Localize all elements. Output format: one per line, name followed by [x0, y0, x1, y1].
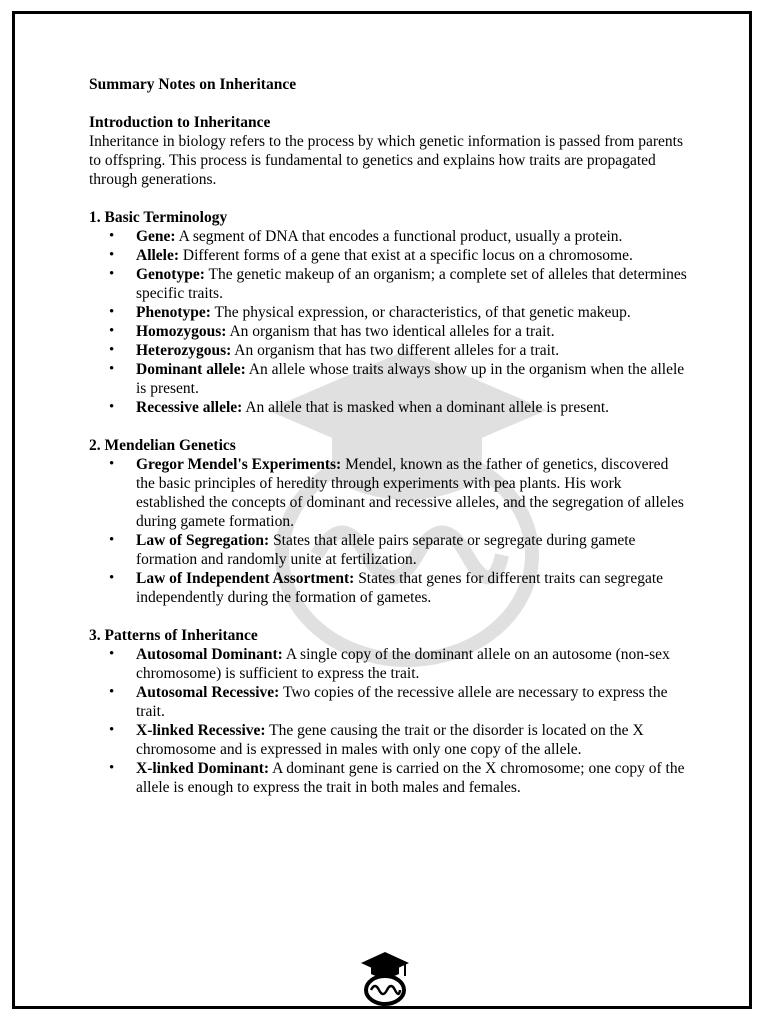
list-item: • Genotype: The genetic makeup of an organism; a complete set of alleles that determines specific traits. — [136, 265, 689, 303]
intro-paragraph: Inheritance in biology refers to the process by which genetic information is passed from parents to offspring. This process is fundamental to genetics and explains how traits are propagated through generations. — [89, 133, 683, 188]
intro-heading: Introduction to Inheritance — [89, 114, 271, 131]
page-title: Summary Notes on Inheritance — [89, 76, 297, 93]
section-heading-patterns-of-inheritance: 3. Patterns of Inheritance — [89, 627, 258, 644]
document-body — [89, 75, 689, 816]
section-heading-basic-terminology: 1. Basic Terminology — [89, 209, 228, 226]
list-item: • Recessive allele: An allele that is masked when a dominant allele is present. — [136, 398, 689, 417]
list-item: • Law of Independent Assortment: States that genes for different traits can segregate independently during the formation of gametes. — [136, 569, 689, 607]
list-item: • Phenotype: The physical expression, or characteristics, of that genetic makeup. — [136, 303, 689, 322]
list-item: • Dominant allele: An allele whose traits always show up in the organism when the allele is present. — [136, 360, 689, 398]
basic-terminology-list — [89, 227, 689, 417]
list-item: • X-linked Recessive: The gene causing the trait or the disorder is located on the X chromosome and is expressed in males with only one copy of the allele. — [136, 721, 689, 759]
section-heading-mendelian-genetics: 2. Mendelian Genetics — [89, 437, 236, 454]
list-item: • Law of Segregation: States that allele pairs separate or segregate during gamete formation and randomly unite at fertilization. — [136, 531, 689, 569]
list-item: • Homozygous: An organism that has two identical alleles for a trait. — [136, 322, 689, 341]
patterns-of-inheritance-list — [89, 645, 689, 797]
list-item: • Gregor Mendel's Experiments: Mendel, known as the father of genetics, discovered the basic principles of heredity through experiments with pea plants. His work established the concepts of dominant and recessive alleles, and the segregation of alleles during gamete formation. — [136, 455, 689, 531]
list-item: • Heterozygous: An organism that has two different alleles for a trait. — [136, 341, 689, 360]
mendelian-genetics-list — [89, 455, 689, 607]
list-item: • Autosomal Recessive: Two copies of the recessive allele are necessary to express the trait. — [136, 683, 689, 721]
list-item: • Autosomal Dominant: A single copy of the dominant allele on an autosome (non-sex chromosome) is sufficient to express the trait. — [136, 645, 689, 683]
footer-logo-icon — [359, 950, 411, 1006]
list-item: • Gene: A segment of DNA that encodes a functional product, usually a protein. — [136, 227, 689, 246]
list-item: • X-linked Dominant: A dominant gene is carried on the X chromosome; one copy of the allele is enough to express the trait in both males and females. — [136, 759, 689, 797]
list-item: • Allele: Different forms of a gene that exist at a specific locus on a chromosome. — [136, 246, 689, 265]
